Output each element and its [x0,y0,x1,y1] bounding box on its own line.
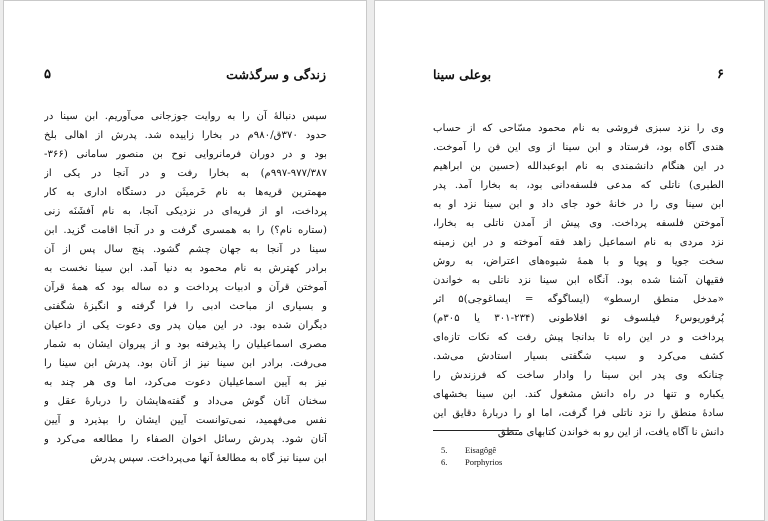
left-page [3,0,367,521]
text-line: و بسیاری از مباحث ادبی را فرا گرفته و انگیزهٔ شگفتی [44,301,327,312]
text-line: مصری اسماعیلیان را پذیرفته بود و از پیروان ایشان به شمار [44,339,327,350]
text-line: ۹۹۷-۹۷۷/۳۸۷م) به بخارا رفت و در آنجا در یکی از [44,168,327,179]
text-line: سادهٔ منطق را نزد ناتلی فرا گرفت، اما او را دربارهٔ دقایق این [433,408,724,419]
footnotes [441,444,502,468]
text-line: در این هنگام دانشمندی به نام ابوعبدالله (حسین بن ابراهیم [433,161,724,172]
text-line: وی را نزد سبزی فروشی به نام محمود مسّاحی که از حساب [433,123,724,134]
text-line: دانش نا آگاه یافت، از این رو به خواندن کتابهای منطق [497,427,724,438]
text-line: نیز به آیین اسماعیلیان دعوت می‌کرد، اما وی هر چند به [44,377,327,388]
text-line: الطبری) ناتلی که مدعی فلسفه‌دانی بود، به بخارا آمد. پدر [433,180,724,191]
footnote-number: 6. [441,457,448,467]
text-line: دیگران شده بود. در این میان پدر وی دعوت یکی از داعیان [44,320,327,331]
text-line: نفس می‌فهمید، نمی‌توانست آیین ایشان را بپذیرد و آیین [44,415,327,426]
text-line: نزد مردی به نام اسماعیل زاهد فقه آموخته و در این زمینه [433,237,724,248]
right-page [374,0,765,521]
text-line: آموختن قرآن و ادبیات پرداخت و ده ساله بود که همهٔ قرآن [44,282,327,293]
text-line: هندی آگاه بود، فرستاد و ابن سینا از وی این فن را آموخت. [433,142,724,153]
footnote-text: Porphyrios [465,457,503,467]
text-line: آنان شود. پدرش رسائل اخوان الصفاء را مطالعه می‌کرد و [44,434,327,445]
footnote-number: 5. [441,445,448,455]
text-line: سخنان آنان گوش می‌داد و گفته‌هایشان را دربارهٔ عقل و [44,396,327,407]
text-line: آموختن فلسفه پرداخت. وی پیش از آمدن ناتلی به بخارا، [433,218,724,229]
page-number: ۶ [717,67,724,82]
footnote [441,456,502,468]
footnote-divider [433,430,519,431]
running-header: زندگی و سرگذشت [226,67,326,82]
text-line: سخت جویا و پویا و با همهٔ شیوه‌های اعتراض، به روش [433,256,724,267]
text-line: کشف می‌کرد و سبب شگفتی بسیار استادش می‌شد. [433,351,724,362]
text-line: یکباره و تنها در راه دانش مشغول کند. ابن سینا بخشهای [433,389,724,400]
footnote-text: Eisagôgê [465,445,497,455]
text-line: پُرفوریوس۶ فیلسوف نو افلاطونی (۲۳۴-۳۰۱ یا ۳۰۵م) [433,313,724,324]
text-line: مهمترین قریه‌ها به نام خَرمیثَن در دستگاه اداری به کار [44,187,327,198]
text-line: بود و در دوران فرمانروایی نوح بن منصور سامانی (۳۶۶- [44,149,327,160]
page-number: ۵ [44,67,51,82]
text-line: برادر کهترش به نام محمود به دنیا آمد. ابن سینا نخست به [44,263,327,274]
running-header: بوعلی سینا [433,67,492,82]
text-line: ابن سینا نیز گاه به مطالعهٔ آنها می‌پرداخت. سپس پدرش [90,453,327,464]
text-line: حدود ۳۷۰ق/۹۸۰م در بخارا زاییده شد. پدرش از اهالی بلخ [44,130,327,141]
text-line: ابن سینا وی را در خانهٔ خود جای داد و ابن سینا نزد او به [433,199,724,210]
body-text [433,119,724,442]
body-text [44,107,327,468]
text-line: (ستاره نام؟) را به همسری گرفت و در آنجا اقامت گزید. ابن [44,225,327,236]
text-line: پرداخت، او از قریه‌ای در نزدیکی آنجا، به نام اَفشَنَه زنی [44,206,327,217]
text-line: می‌رفت. برادر ابن سینا نیز از آنان بود. پدرش ابن سینا را [44,358,327,369]
text-line: سینا در آنجا به جهان چشم گشود. پنج سال پس از آن [44,244,327,255]
text-line: چنانکه وی پدر ابن سینا را وادار ساخت که فرزندش را [433,370,724,381]
text-line: «مدخل منطق ارسطو» (ایساگوگه = ایساغوجی)۵ اثر [433,294,724,305]
text-line: سپس دنبالهٔ آن را به روایت جوزجانی می‌آوریم. ابن سینا در [44,111,327,122]
text-line: پرداخت و در این راه تا بدانجا پیش رفت که نکات تازه‌ای [433,332,724,343]
text-line: فقیهان آشنا شده بود. آنگاه ابن سینا نزد ناتلی به خواندن [433,275,724,286]
footnote [441,444,502,456]
